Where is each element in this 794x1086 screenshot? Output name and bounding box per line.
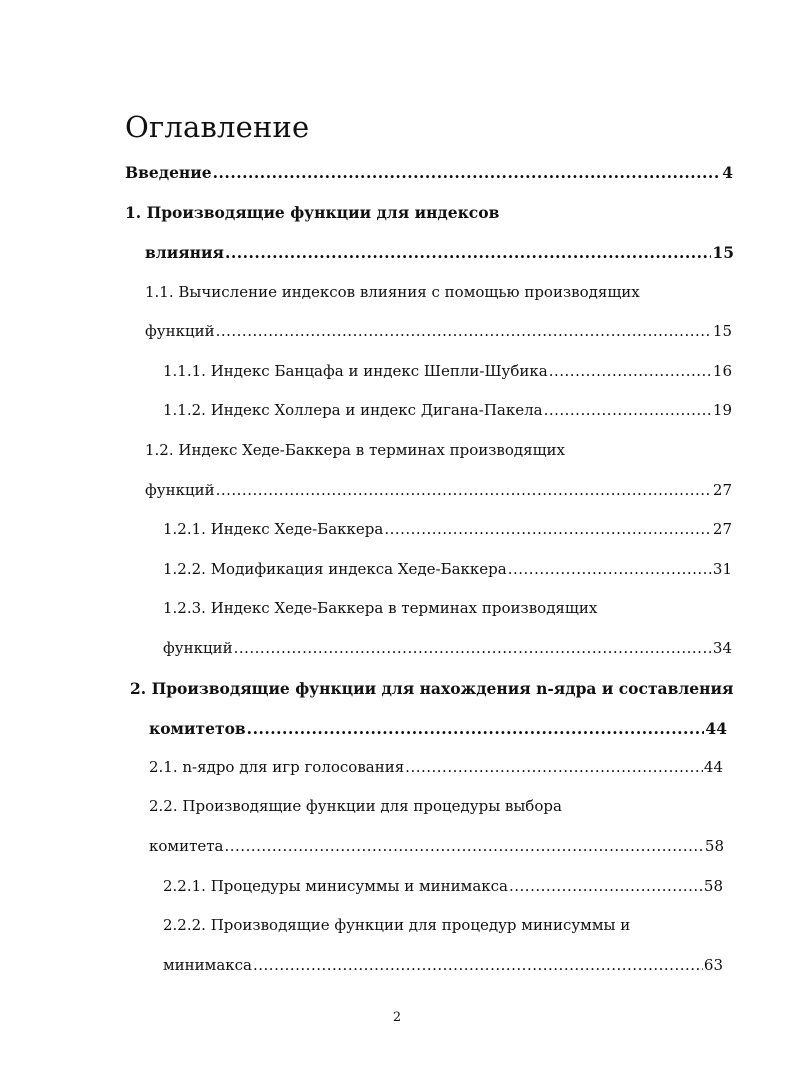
toc-label: комитетов bbox=[149, 719, 246, 738]
toc-label: 2.1. n-ядро для игр голосования bbox=[149, 758, 405, 776]
toc-entry-ch2[interactable] bbox=[149, 719, 727, 738]
toc-leader bbox=[234, 639, 712, 657]
toc-label: комитета bbox=[149, 837, 224, 855]
toc-label: 1.1.1. Индекс Банцафа и индекс Шепли-Шубика bbox=[163, 362, 548, 380]
toc-entry-ch1-line1[interactable]: 1. Производящие функции для индексов bbox=[125, 203, 500, 222]
toc-entry-intro[interactable] bbox=[125, 163, 733, 182]
toc-label: функций bbox=[163, 639, 233, 657]
toc-entry-2-1[interactable] bbox=[149, 758, 723, 776]
toc-leader bbox=[405, 758, 703, 776]
toc-page: 44 bbox=[705, 719, 727, 738]
toc-page: 15 bbox=[712, 322, 732, 340]
toc-entry-1-2-line1[interactable]: 1.2. Индекс Хеде-Баккера в терминах производящих bbox=[145, 441, 565, 459]
toc-entry-1-1-1[interactable] bbox=[163, 362, 732, 380]
toc-page: 27 bbox=[712, 520, 732, 538]
toc-label: 1.2.1. Индекс Хеде-Баккера bbox=[163, 520, 384, 538]
toc-page: 31 bbox=[712, 560, 732, 578]
toc-page: 58 bbox=[704, 837, 724, 855]
toc-leader bbox=[253, 956, 703, 974]
toc-leader bbox=[544, 401, 712, 419]
toc-page: 63 bbox=[703, 956, 723, 974]
toc-entry-1-2-1[interactable] bbox=[163, 520, 732, 538]
toc-leader bbox=[216, 322, 712, 340]
toc-page: 34 bbox=[712, 639, 732, 657]
toc-page: 27 bbox=[712, 481, 732, 499]
toc-label: минимакса bbox=[163, 956, 252, 974]
toc-entry-2-2-2-line1[interactable]: 2.2.2. Производящие функции для процедур минисуммы и bbox=[163, 916, 631, 934]
toc-page: 44 bbox=[703, 758, 723, 776]
toc-page: 58 bbox=[703, 877, 723, 895]
toc-leader bbox=[247, 719, 705, 738]
toc-page: 19 bbox=[712, 401, 732, 419]
toc-label: влияния bbox=[145, 243, 224, 262]
toc-entry-1-1-2[interactable] bbox=[163, 401, 732, 419]
toc-leader bbox=[225, 243, 711, 262]
toc-label: 2.2.1. Процедуры минисуммы и минимакса bbox=[163, 877, 508, 895]
toc-entry-2-2-2[interactable] bbox=[163, 956, 723, 974]
toc-leader bbox=[549, 362, 712, 380]
toc-page: 4 bbox=[722, 163, 733, 182]
toc-entry-1-2[interactable] bbox=[145, 481, 732, 499]
toc-page: 15 bbox=[712, 243, 734, 262]
toc-leader bbox=[216, 481, 712, 499]
toc-entry-1-1[interactable] bbox=[145, 322, 732, 340]
toc-entry-2-2-1[interactable] bbox=[163, 877, 723, 895]
toc-leader bbox=[509, 877, 703, 895]
toc-entry-2-2-line1[interactable]: 2.2. Производящие функции для процедуры выбора bbox=[149, 797, 562, 815]
toc-leader bbox=[213, 163, 722, 182]
page-title: Оглавление bbox=[125, 110, 310, 144]
toc-label: функций bbox=[145, 481, 215, 499]
toc-leader bbox=[225, 837, 704, 855]
toc-entry-1-1-line1[interactable]: 1.1. Вычисление индексов влияния с помощью производящих bbox=[145, 283, 640, 301]
toc-label: 1.1.2. Индекс Холлера и индекс Дигана-Пакела bbox=[163, 401, 543, 419]
toc-leader bbox=[384, 520, 712, 538]
toc-entry-ch2-line1[interactable]: 2. Производящие функции для нахождения n-ядра и составления bbox=[130, 679, 734, 698]
toc-label: Введение bbox=[125, 163, 212, 182]
toc-page: 16 bbox=[712, 362, 732, 380]
toc-entry-1-2-3[interactable] bbox=[163, 639, 732, 657]
toc-label: функций bbox=[145, 322, 215, 340]
toc-label: 1.2.2. Модификация индекса Хеде-Баккера bbox=[163, 560, 507, 578]
toc-entry-2-2[interactable] bbox=[149, 837, 724, 855]
toc-entry-1-2-2[interactable] bbox=[163, 560, 732, 578]
toc-entry-ch1[interactable] bbox=[145, 243, 734, 262]
toc-entry-1-2-3-line1[interactable]: 1.2.3. Индекс Хеде-Баккера в терминах производящих bbox=[163, 599, 598, 617]
toc-leader bbox=[508, 560, 712, 578]
page-number: 2 bbox=[392, 1010, 402, 1025]
